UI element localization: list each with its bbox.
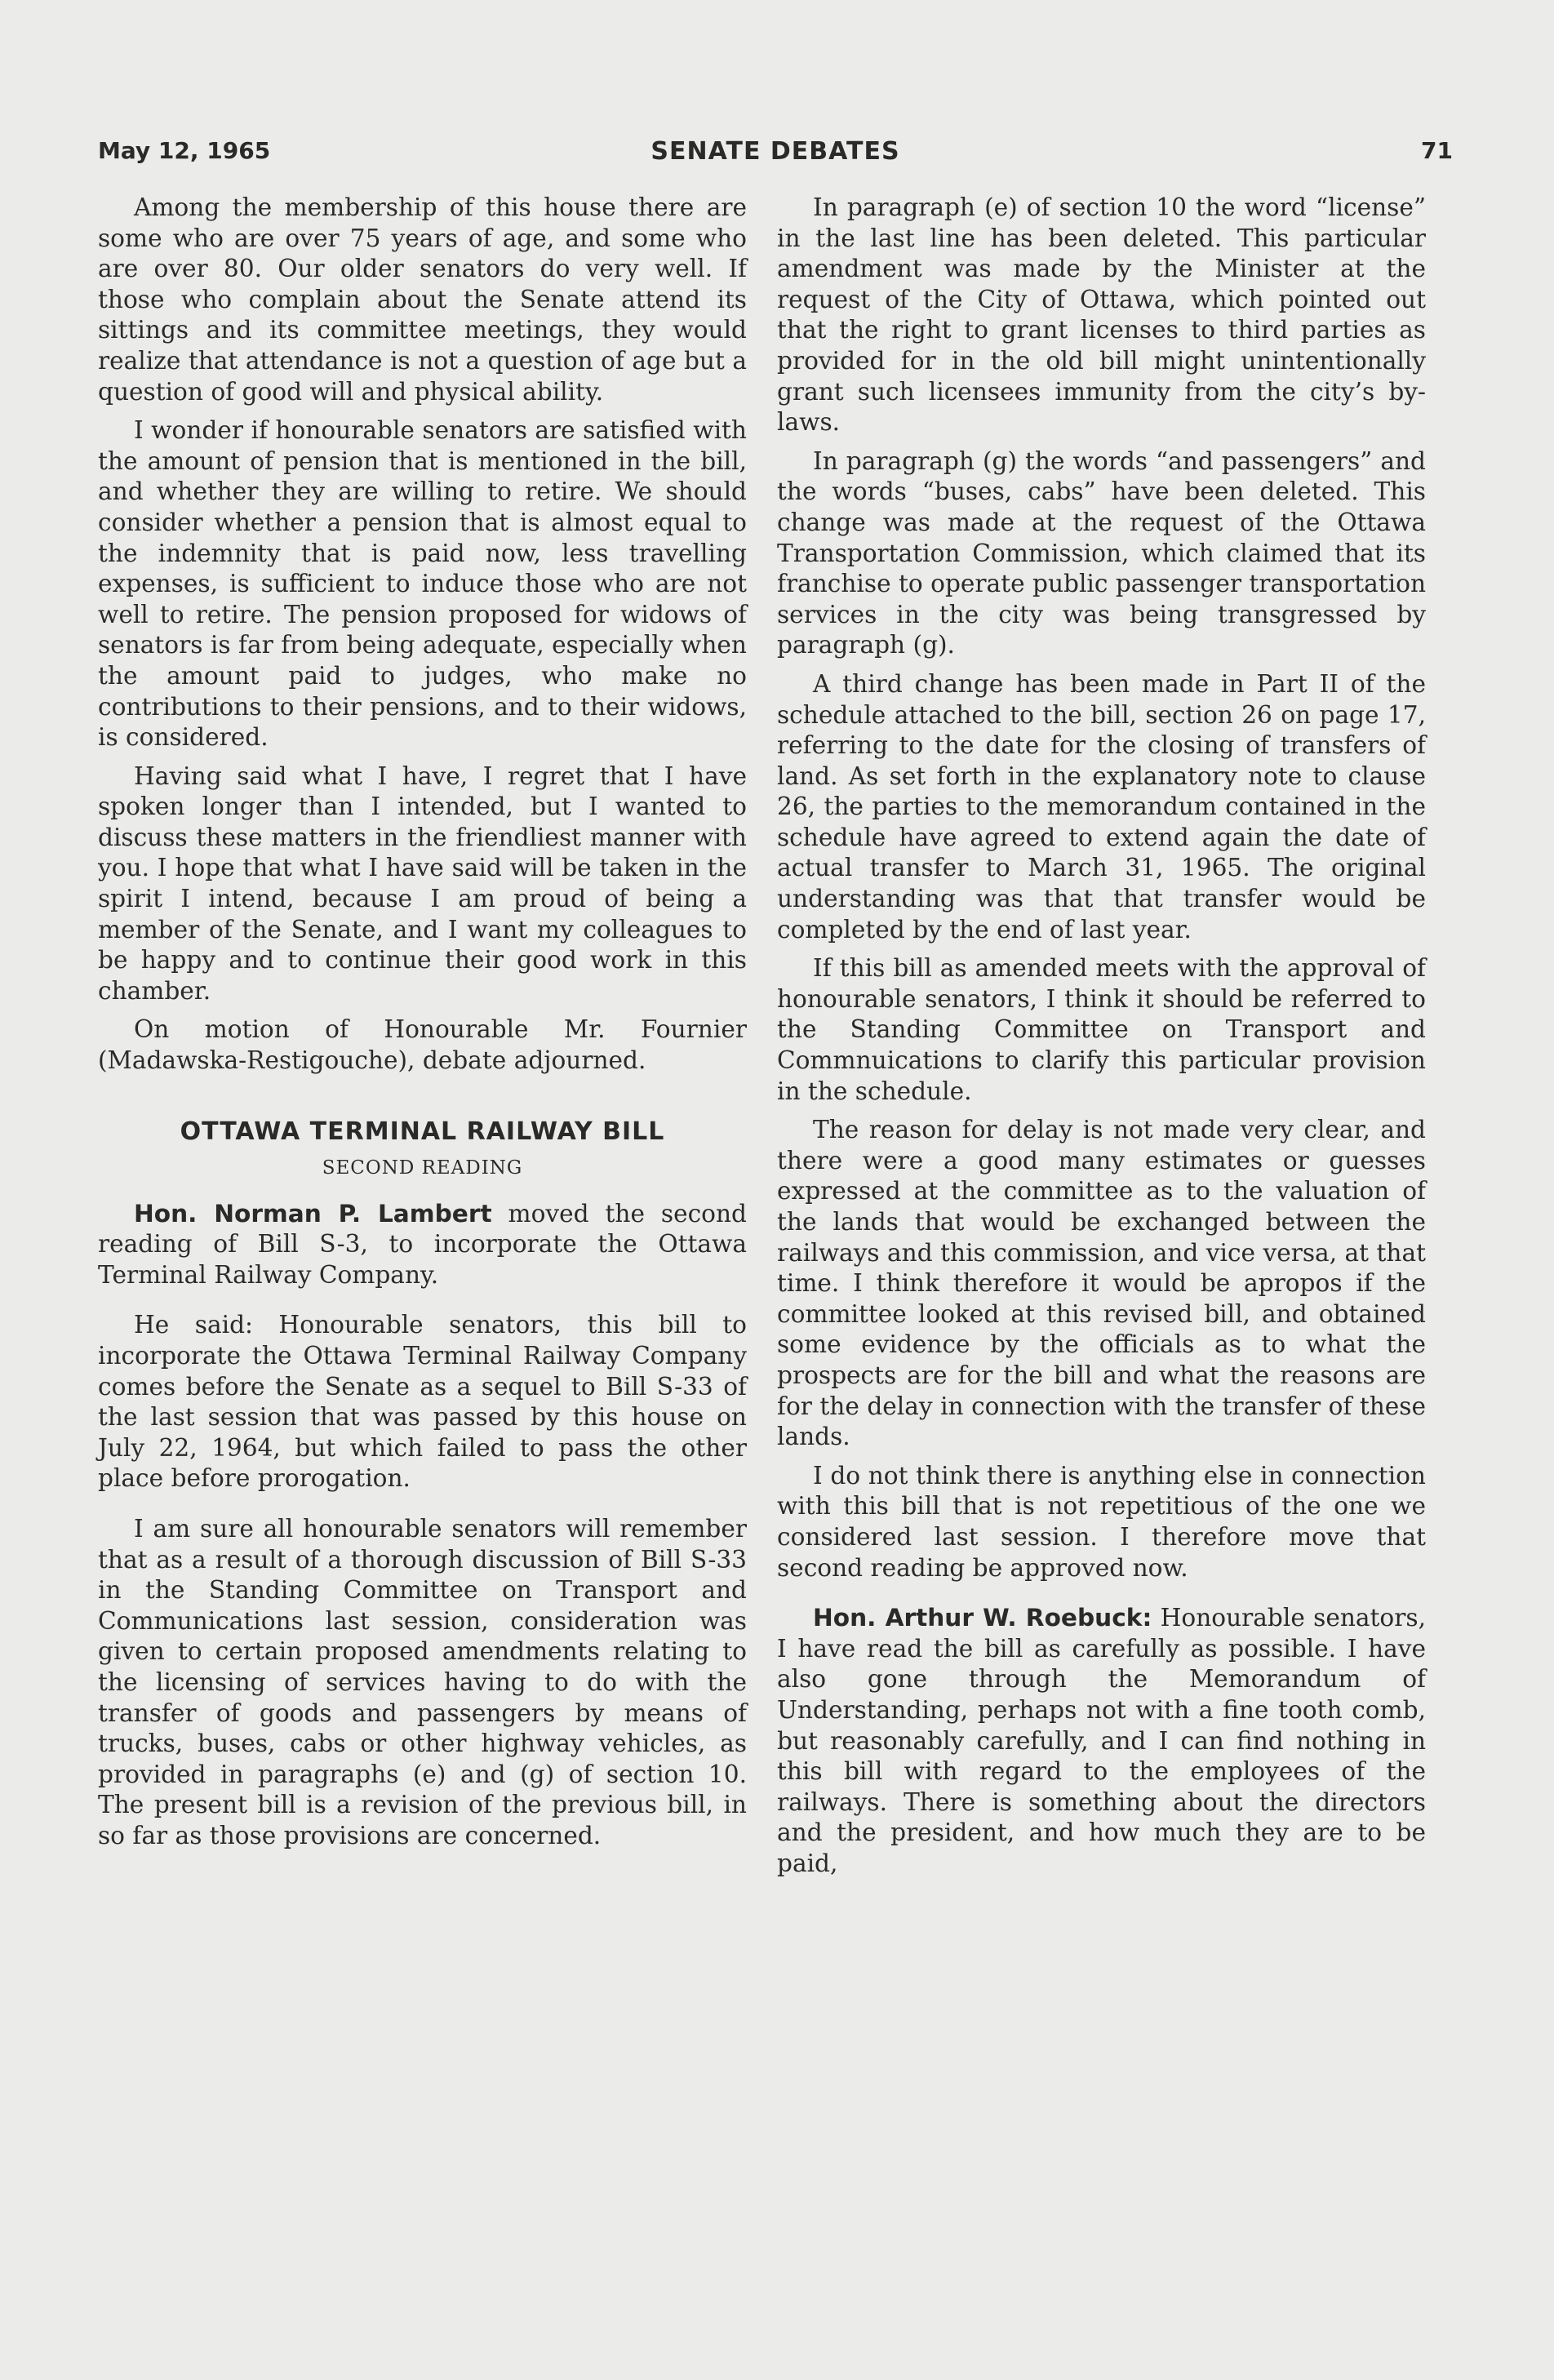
section-subheading: SECOND READING bbox=[322, 1157, 523, 1179]
right-column bbox=[777, 193, 1426, 1879]
speaker-name: Hon. Arthur W. Roebuck: bbox=[813, 1604, 1152, 1632]
page-number: 71 bbox=[1421, 137, 1453, 164]
header-date: May 12, 1965 bbox=[98, 137, 271, 164]
speaker-name: Hon. Norman P. Lambert bbox=[134, 1199, 492, 1228]
paragraph: The reason for delay is not made very clear, and there were a good many estimates or guesses expressed at the committee as to the valuation of the lands that would be exchanged between the railways and this commission, and vice versa, at that time. I think therefore it would be apropos if the committee looked at this revised bill, and obtained some evidence by the officials as to what the prospects are for the bill and what the reasons are for the delay in connection with the transfer of these lands. bbox=[777, 1116, 1426, 1451]
paragraph: Having said what I have, I regret that I have spoken longer than I intended, but I wanted to discuss these matters in the friendliest manner with you. I hope that what I have said will be taken in the spirit I intend, because I am proud of being a member of the Senate, and I want my colleagues to be happy and to continue their good work in this chamber. bbox=[98, 762, 747, 1005]
motion-paragraph bbox=[98, 1199, 747, 1291]
paragraph: In paragraph (e) of section 10 the word “license” in the last line has been deleted. This particular amendment was made by the Minister at the request of the City of Ottawa, which pointed out that the right to grant licenses to third parties as provided for in the old bill might unintentionally grant such licensees immunity from the city’s by-laws. bbox=[777, 193, 1426, 437]
left-column bbox=[98, 193, 747, 1852]
reply-paragraph bbox=[777, 1603, 1426, 1879]
paragraph: I am sure all honourable senators will remember that as a result of a thorough discussion of Bill S-33 in the Standing Committee on Transport and Communications last session, consideration was given to certain proposed amendments relating to the licensing of services having to do with the transfer of goods and passengers by means of trucks, buses, cabs or other highway vehicles, as provided in paragraphs (e) and (g) of section 10. The present bill is a revision of the previous bill, in so far as those provisions are concerned. bbox=[98, 1514, 747, 1849]
paragraph: A third change has been made in Part II of the schedule attached to the bill, section 26 on page 17, referring to the date for the closing of transfers of land. As set forth in the explanatory note to clause 26, the parties to the memorandum contained in the schedule have agreed to extend again the date of actual transfer to March 31, 1965. The original understanding was that that transfer would be completed by the end of last year. bbox=[777, 669, 1426, 944]
section-heading: OTTAWA TERMINAL RAILWAY BILL bbox=[180, 1117, 665, 1146]
paragraph: I wonder if honourable senators are satisfied with the amount of pension that is mentioned in the bill, and whether they are willing to retire. We should consider whether a pension that is almost equal to the indemnity that is paid now, less travelling expenses, is sufficient to induce those who are not well to retire. The pension proposed for widows of senators is far from being adequate, especially when the amount paid to judges, who make no contributions to their pensions, and to their widows, is considered. bbox=[98, 416, 747, 752]
paragraph: He said: Honourable senators, this bill to incorporate the Ottawa Terminal Railway Company comes before the Senate as a sequel to Bill S-33 of the last session that was passed by this house on July 22, 1964, but which failed to pass the other place before prorogation. bbox=[98, 1311, 747, 1493]
paragraph: If this bill as amended meets with the approval of honourable senators, I think it should be referred to the Standing Committee on Transport and Commnuications to clarify this particular provision in the schedule. bbox=[777, 954, 1426, 1105]
motion-text: moved the second reading of Bill S-3, to incorporate the Ottawa Terminal Railway Company. bbox=[98, 1199, 748, 1289]
header-title: SENATE DEBATES bbox=[650, 137, 900, 166]
paragraph: I do not think there is anything else in connection with this bill that is not repetitious of the one we considered last session. I therefore move that second reading be approved now. bbox=[777, 1461, 1426, 1582]
reply-text: Honourable senators, I have read the bill as carefully as possible. I have also gone through the Memorandum of Understanding, perhaps not with a fine tooth comb, but reasonably carefully, and I can find nothing in this bill with regard to the employees of the railways. There is something about the directors and the president, and how much they are to be paid, bbox=[777, 1604, 1426, 1877]
running-header bbox=[98, 137, 1453, 173]
paragraph: On motion of Honourable Mr. Fournier (Madawska-Restigouche), debate adjourned. bbox=[98, 1015, 747, 1075]
paragraph: Among the membership of this house there are some who are over 75 years of age, and some who are over 80. Our older senators do very well. If those who complain about the Senate attend its sittings and its committee meetings, they would realize that attendance is not a question of age but a question of good will and physical ability. bbox=[98, 193, 747, 406]
paragraph: In paragraph (g) the words “and passengers” and the words “buses, cabs” have been deleted. This change was made at the request of the Ottawa Transportation Commission, which claimed that its franchise to operate public passenger transportation services in the city was being transgressed by paragraph (g). bbox=[777, 446, 1427, 659]
